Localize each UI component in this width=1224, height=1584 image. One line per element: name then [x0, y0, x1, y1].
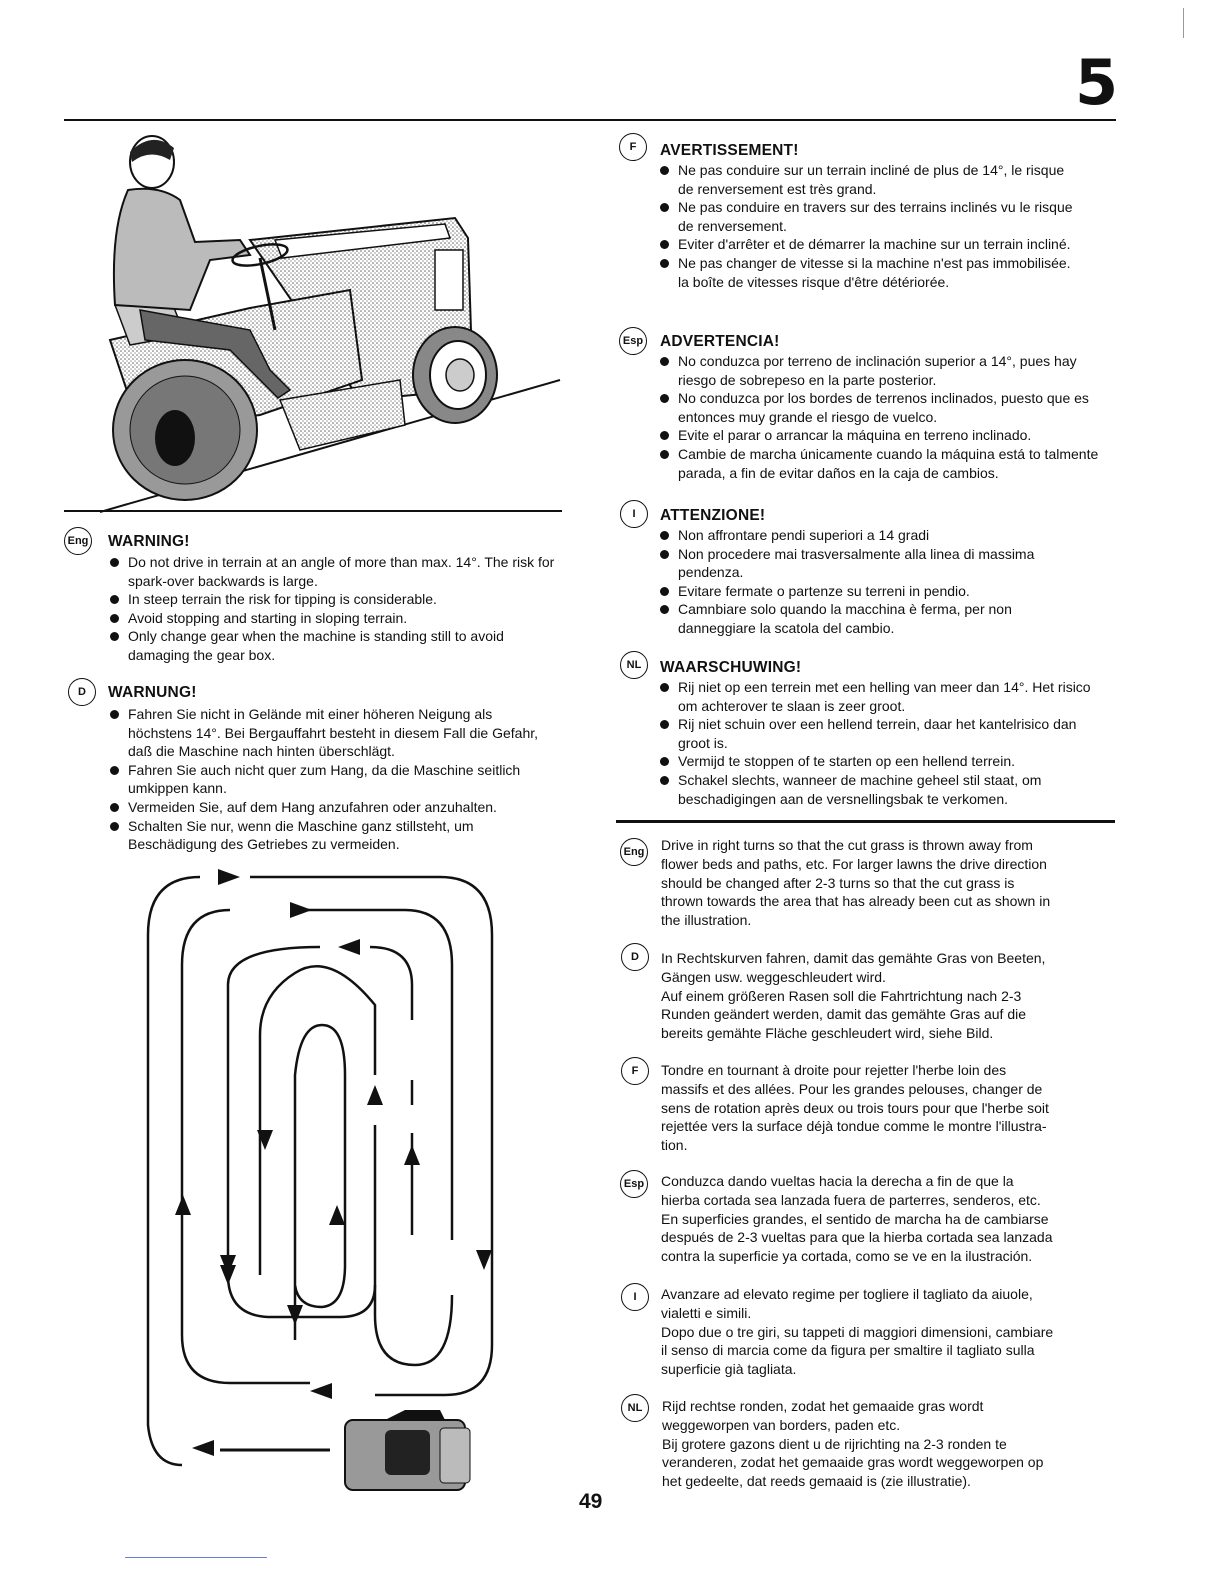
mowing-pattern-diagram — [140, 865, 500, 1500]
warning-list-f — [660, 161, 1080, 291]
language-badge-d: D — [68, 678, 96, 706]
language-badge-nl: NL — [620, 651, 648, 679]
instruction-paragraph-esp: Conduzca dando vueltas hacia la derecha a fin de que la hierba cortada sea lanzada fuera de parterres, senderos, etc. En superficies grandes, el sentido de marcha ha de cambiarse después de 2-3 vueltas para que la hierba cortada sea lanzada contra la superficie ya cortada, como se ve en la ilustración. — [661, 1173, 1053, 1265]
language-badge-f: F — [619, 133, 647, 161]
warning-item: Do not drive in terrain at an angle of more than max. 14°. The risk for spark-over backwards is large. — [110, 553, 560, 590]
warning-item: In steep terrain the risk for tipping is considerable. — [110, 590, 560, 609]
warning-heading-i: ATTENZIONE! — [660, 507, 766, 524]
warning-item: Ne pas conduire sur un terrain incliné de plus de 14°, le risque de renversement est très grand. — [660, 161, 1080, 198]
instruction-paragraph-nl: Rijd rechtse ronden, zodat het gemaaide gras wordt weggeworpen van borders, paden etc. Bij grotere gazons dient u de rijrichting na 2-3 ronden te veranderen, zodat het gemaaide gras wordt weggeworpen op het gedeelte, dat reeds gemaaid is (zie illustratie). — [662, 1398, 1044, 1490]
language-badge-esp: Esp — [619, 327, 647, 355]
footer-mark — [125, 1557, 267, 1558]
warning-item: Evite el parar o arrancar la máquina en terreno inclinado. — [660, 426, 1110, 445]
warning-item: Vermijd te stoppen of te starten op een hellend terrein. — [660, 752, 1100, 771]
right-section-rule — [616, 820, 1115, 823]
warning-item: Avoid stopping and starting in sloping terrain. — [110, 609, 560, 628]
instruction-paragraph-d: In Rechtskurven fahren, damit das gemähte Gras von Beeten, Gängen usw. weggeschleudert wird. Auf einem größeren Rasen soll die Fahrtrichtung nach 2-3 Runden geändert werden, damit das gemähte Gras auf die bereits gemähte Fläche geschleudert wird, siehe Bild. — [661, 950, 1046, 1042]
warning-item: Ne pas changer de vitesse si la machine n'est pas immobilisée. la boîte de vitesses risque d'être détériorée. — [660, 254, 1080, 291]
language-badge-f: F — [621, 1057, 649, 1085]
language-badge-eng: Eng — [620, 838, 648, 866]
left-section-rule — [64, 510, 562, 512]
instruction-paragraph-f: Tondre en tournant à droite pour rejetter l'herbe loin des massifs et des allées. Pour les grandes pelouses, changer de sens de rotation après deux ou trois tours pour que l'herbe soit rejettée vers la surface déjà tondue comme le montre l'illustra- tion. — [661, 1062, 1049, 1154]
language-badge-esp: Esp — [620, 1170, 648, 1198]
language-badge-nl: NL — [621, 1394, 649, 1422]
warning-list-esp — [660, 352, 1110, 482]
tractor-on-slope-illustration — [100, 130, 570, 515]
warning-item: Eviter d'arrêter et de démarrer la machine sur un terrain incliné. — [660, 235, 1080, 254]
warning-list-eng — [110, 553, 560, 665]
warning-list-i — [660, 526, 1090, 638]
warning-item: Camnbiare solo quando la macchina è ferma, per non danneggiare la scatola del cambio. — [660, 600, 1090, 637]
warning-item: Vermeiden Sie, auf dem Hang anzufahren oder anzuhalten. — [110, 798, 550, 817]
warning-item: Non procedere mai trasversalmente alla linea di massima pendenza. — [660, 545, 1090, 582]
warning-item: No conduzca por los bordes de terrenos inclinados, puesto que es entonces muy grande el riesgo de vuelco. — [660, 389, 1110, 426]
warning-heading-nl: WAARSCHUWING! — [660, 659, 802, 676]
margin-mark — [1183, 8, 1184, 38]
instruction-paragraph-eng: Drive in right turns so that the cut grass is thrown away from flower beds and paths, etc. For larger lawns the drive direction should be changed after 2-3 turns so that the cut grass is thrown towards the area that has already been cut as shown in the illustration. — [661, 837, 1051, 929]
language-badge-eng: Eng — [64, 527, 92, 555]
warning-item: Only change gear when the machine is standing still to avoid damaging the gear box. — [110, 627, 560, 664]
warning-item: Ne pas conduire en travers sur des terrains inclinés vu le risque de renversement. — [660, 198, 1080, 235]
chapter-number: 5 — [1075, 46, 1119, 119]
language-badge-i: I — [620, 500, 648, 528]
warning-heading-esp: ADVERTENCIA! — [660, 333, 780, 350]
warning-list-nl — [660, 678, 1100, 808]
warning-list-d — [110, 705, 550, 854]
warning-heading-d: WARNUNG! — [108, 684, 197, 701]
warning-item: Fahren Sie nicht in Gelände mit einer höheren Neigung als höchstens 14°. Bei Bergauffahrt besteht in diesem Fall die Gefahr, daß die Maschine nach hinten überschlägt. — [110, 705, 550, 761]
warning-item: Schakel slechts, wanneer de machine geheel stil staat, om beschadigingen aan de versnellingsbak te verkomen. — [660, 771, 1100, 808]
warning-item: No conduzca por terreno de inclinación superior a 14°, pues hay riesgo de sobrepeso en la parte posterior. — [660, 352, 1110, 389]
page-number: 49 — [579, 1490, 603, 1513]
language-badge-i: I — [621, 1283, 649, 1311]
warning-heading-eng: WARNING! — [108, 533, 190, 550]
language-badge-d: D — [621, 943, 649, 971]
warning-item: Rij niet op een terrein met een helling van meer dan 14°. Het risico om achterover te slaan is zeer groot. — [660, 678, 1100, 715]
warning-item: Cambie de marcha únicamente cuando la máquina está to talmente parada, a fin de evitar daños en la caja de cambios. — [660, 445, 1110, 482]
warning-item: Fahren Sie auch nicht quer zum Hang, da die Maschine seitlich umkippen kann. — [110, 761, 550, 798]
warning-item: Non affrontare pendi superiori a 14 gradi — [660, 526, 1090, 545]
warning-item: Schalten Sie nur, wenn die Maschine ganz stillsteht, um Beschädigung des Getriebes zu vermeiden. — [110, 817, 550, 854]
instruction-paragraph-i: Avanzare ad elevato regime per togliere il tagliato da aiuole, vialetti e simili. Dopo due o tre giri, su tappeti di maggiori dimensioni, cambiare il senso di marcia come da figura per smaltire il tagliato sulla superficie già tagliata. — [661, 1286, 1054, 1378]
warning-heading-f: AVERTISSEMENT! — [660, 142, 799, 159]
header-rule — [64, 119, 1116, 121]
warning-item: Evitare fermate o partenze su terreni in pendio. — [660, 582, 1090, 601]
warning-item: Rij niet schuin over een hellend terrein, daar het kantelrisico dan groot is. — [660, 715, 1100, 752]
